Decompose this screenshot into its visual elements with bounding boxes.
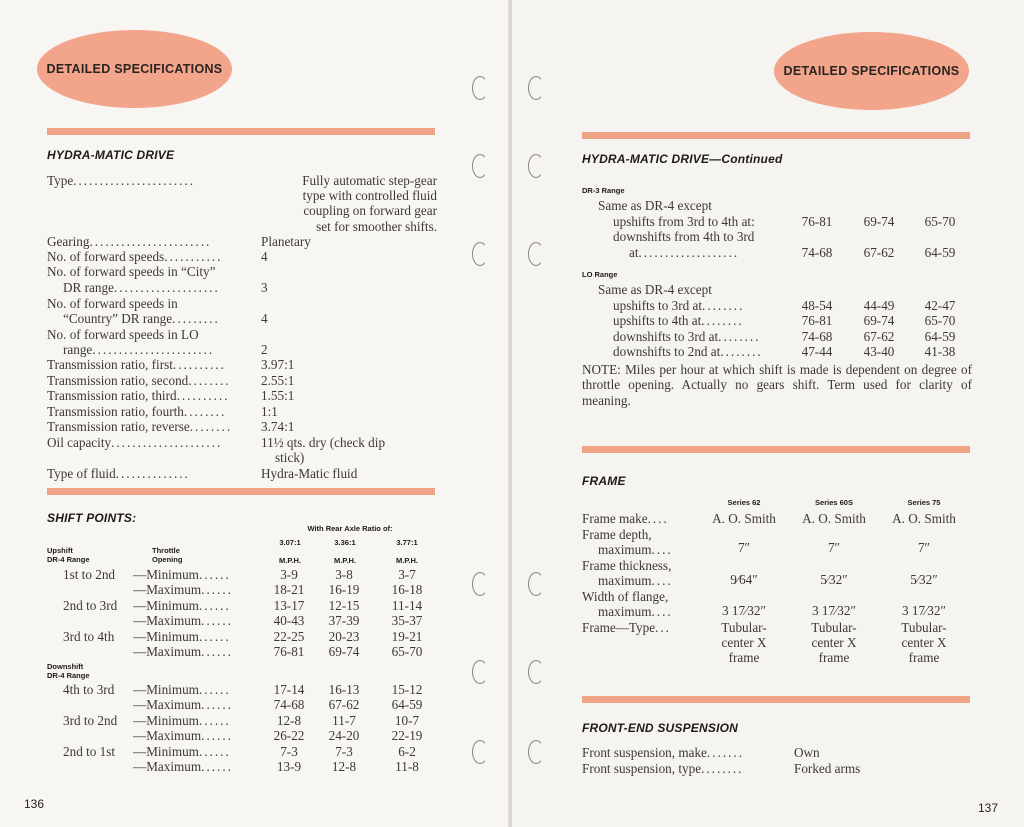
frame-type-value: Tubular- center X frame bbox=[901, 620, 947, 666]
shift-value: 17-14 bbox=[273, 682, 305, 697]
shift-mode-label: —Minimum...... bbox=[133, 567, 231, 582]
frame-type-value: Tubular- center X frame bbox=[721, 620, 767, 666]
type-label: Type....................... bbox=[47, 173, 196, 188]
shift-mode-label: —Minimum...... bbox=[133, 597, 231, 613]
dr3-down-label-2: at................... bbox=[629, 245, 740, 260]
lo-row-label: downshifts to 2nd at........ bbox=[613, 344, 763, 360]
shift-value: 3-9 bbox=[280, 567, 298, 582]
section-badge-right: DETAILED SPECIFICATIONS bbox=[774, 32, 969, 110]
left-page bbox=[0, 0, 510, 827]
divider-rule bbox=[47, 128, 435, 135]
shift-value: 22-19 bbox=[391, 728, 423, 744]
shift-value: 19-21 bbox=[391, 628, 423, 644]
shift-value: 20-23 bbox=[328, 628, 360, 644]
shift-value: 13-17 bbox=[273, 597, 305, 613]
shift-value: 7-3 bbox=[335, 743, 353, 759]
city-label-2: DR range.................... bbox=[63, 280, 220, 295]
shift-value: 74-68 bbox=[273, 697, 305, 713]
shift-value: 7-3 bbox=[280, 743, 298, 759]
shift-value: 65-70 bbox=[391, 644, 423, 659]
shift-value: 76-81 bbox=[273, 644, 305, 659]
shift-value: 13-9 bbox=[276, 759, 302, 774]
axle-ratio-header: With Rear Axle Ratio of: bbox=[307, 524, 393, 533]
frame-thickness-label: Frame thickness, bbox=[582, 558, 672, 573]
dr3-up-value: 65-70 bbox=[924, 214, 956, 229]
frame-depth-value: 7″ bbox=[737, 540, 751, 555]
city-value: 3 bbox=[261, 280, 268, 295]
ratio-header: 3.77:1 bbox=[396, 538, 418, 547]
country-value: 4 bbox=[261, 311, 268, 326]
ratio-fourth-value: 1:1 bbox=[261, 404, 278, 419]
shift-gear-label: 3rd to 4th bbox=[63, 628, 115, 644]
throttle-header: Throttle Opening bbox=[152, 546, 183, 564]
frame-thickness-value: 5⁄32″ bbox=[910, 572, 938, 587]
ratio-fourth-label: Transmission ratio, fourth........ bbox=[47, 404, 227, 419]
frame-title: FRAME bbox=[582, 474, 626, 488]
downshift-header: Downshift DR-4 Range bbox=[47, 662, 90, 680]
binder-hole bbox=[472, 76, 488, 100]
shift-value: 6-2 bbox=[398, 743, 416, 759]
binder-hole bbox=[472, 242, 488, 266]
dr3-same: Same as DR-4 except bbox=[598, 198, 712, 213]
shift-value: 37-39 bbox=[328, 613, 360, 629]
shift-value: 18-21 bbox=[273, 582, 305, 598]
dr3-down-label: downshifts from 4th to 3rd bbox=[613, 229, 755, 244]
ratio-header: 3.07:1 bbox=[279, 538, 301, 547]
shift-mode-label: —Maximum...... bbox=[133, 759, 233, 774]
dr3-up-value: 76-81 bbox=[801, 214, 833, 229]
upshift-header: Upshift DR-4 Range bbox=[47, 546, 90, 564]
lo-row-value: 76-81 bbox=[801, 313, 833, 329]
series-header: Series 62 bbox=[727, 498, 761, 507]
shift-value: 12-15 bbox=[328, 597, 360, 613]
ratio-third-value: 1.55:1 bbox=[261, 388, 295, 403]
shift-value: 67-62 bbox=[328, 697, 360, 713]
front-make-label: Front suspension, make....... bbox=[582, 745, 744, 760]
shift-value: 16-19 bbox=[328, 582, 360, 598]
section-badge-left: DETAILED SPECIFICATIONS bbox=[37, 30, 232, 108]
page-number-right: 137 bbox=[978, 801, 999, 815]
divider-rule bbox=[47, 488, 435, 495]
lo-row-value: 44-49 bbox=[863, 298, 895, 313]
ratio-reverse-value: 3.74:1 bbox=[261, 419, 295, 434]
shift-value: 3-7 bbox=[398, 567, 416, 582]
ratio-reverse-label: Transmission ratio, reverse........ bbox=[47, 419, 233, 434]
shift-note: NOTE: Miles per hour at which shift is made is dependent on degree of throttle opening. Actually no gears shift. Term used for clarity of meaning. bbox=[582, 362, 972, 408]
frame-make-value: A. O. Smith bbox=[802, 511, 866, 526]
shift-mode-label: —Maximum...... bbox=[133, 644, 233, 659]
shift-value: 26-22 bbox=[273, 728, 305, 744]
lo-row-label: upshifts to 4th at........ bbox=[613, 313, 744, 329]
shift-value: 24-20 bbox=[328, 728, 360, 744]
frame-depth-value: 7″ bbox=[917, 540, 931, 555]
flange-width-label-2: maximum.... bbox=[598, 604, 673, 619]
binder-hole bbox=[528, 154, 544, 178]
ratio-second-value: 2.55:1 bbox=[261, 373, 295, 388]
lo-row-value: 43-40 bbox=[863, 344, 895, 360]
forward-speeds-value: 4 bbox=[261, 249, 268, 264]
lo-range-header: LO Range bbox=[582, 270, 618, 279]
flange-width-label: Width of flange, bbox=[582, 589, 669, 604]
ratio-first-label: Transmission ratio, first.......... bbox=[47, 357, 226, 372]
lo-row-label: upshifts to 3rd at........ bbox=[613, 298, 745, 313]
shift-value: 12-8 bbox=[331, 759, 357, 774]
right-page bbox=[512, 0, 1024, 827]
binder-hole bbox=[528, 76, 544, 100]
shift-value: 16-18 bbox=[391, 582, 423, 598]
front-type-value: Forked arms bbox=[794, 761, 861, 776]
shift-value: 22-25 bbox=[273, 628, 305, 644]
shift-gear-label: 2nd to 3rd bbox=[63, 597, 118, 613]
shift-mode-label: —Minimum...... bbox=[133, 743, 231, 759]
lo-row-value: 64-59 bbox=[924, 328, 956, 344]
fluid-type-value: Hydra-Matic fluid bbox=[261, 466, 358, 481]
hydra-continued-title: HYDRA-MATIC DRIVE—Continued bbox=[582, 152, 783, 166]
lo-row-value: 74-68 bbox=[801, 328, 833, 344]
frame-depth-label: Frame depth, bbox=[582, 527, 652, 542]
shift-gear-label: 2nd to 1st bbox=[63, 743, 116, 759]
flange-width-value: 3 17⁄32″ bbox=[902, 603, 946, 618]
binder-hole bbox=[472, 572, 488, 596]
shift-value: 11-14 bbox=[391, 597, 423, 613]
city-label: No. of forward speeds in “City” bbox=[47, 264, 216, 279]
lo-value: 2 bbox=[261, 342, 268, 357]
frame-make-label: Frame make.... bbox=[582, 511, 669, 526]
hydra-matic-title: HYDRA-MATIC DRIVE bbox=[47, 148, 175, 162]
front-make-value: Own bbox=[794, 745, 820, 760]
ratio-header: 3.36:1 bbox=[334, 538, 356, 547]
series-header: Series 75 bbox=[907, 498, 941, 507]
shift-value: 11-7 bbox=[332, 712, 356, 728]
oil-capacity-value: 11½ qts. dry (check dip stick) bbox=[261, 435, 386, 466]
frame-thickness-value: 5⁄32″ bbox=[820, 572, 848, 587]
flange-width-value: 3 17⁄32″ bbox=[812, 603, 856, 618]
oil-capacity-label: Oil capacity..................... bbox=[47, 435, 223, 450]
frame-thickness-value: 9⁄64″ bbox=[730, 572, 758, 587]
flange-width-value: 3 17⁄32″ bbox=[722, 603, 766, 618]
series-header: Series 60S bbox=[815, 498, 853, 507]
mph-header: M.P.H. bbox=[334, 556, 356, 565]
front-type-label: Front suspension, type........ bbox=[582, 761, 744, 776]
binder-hole bbox=[528, 740, 544, 764]
binder-hole bbox=[472, 740, 488, 764]
shift-mode-label: —Maximum...... bbox=[133, 728, 233, 744]
lo-row-value: 42-47 bbox=[924, 298, 956, 313]
binder-hole bbox=[472, 660, 488, 684]
page-number-left: 136 bbox=[24, 797, 45, 811]
dr3-header: DR-3 Range bbox=[582, 186, 625, 195]
lo-row-value: 67-62 bbox=[863, 328, 895, 344]
mph-header: M.P.H. bbox=[279, 556, 301, 565]
frame-type-label: Frame—Type... bbox=[582, 620, 671, 635]
shift-mode-label: —Maximum...... bbox=[133, 697, 233, 713]
fluid-type-label: Type of fluid.............. bbox=[47, 466, 190, 481]
dr3-down-value: 74-68 bbox=[801, 245, 833, 260]
ratio-second-label: Transmission ratio, second........ bbox=[47, 373, 231, 388]
lo-row-label: downshifts to 3rd at........ bbox=[613, 328, 761, 344]
gearing-label: Gearing....................... bbox=[47, 234, 212, 249]
ratio-third-label: Transmission ratio, third.......... bbox=[47, 388, 230, 403]
shift-value: 11-8 bbox=[395, 759, 419, 774]
lo-row-value: 48-54 bbox=[801, 298, 833, 313]
shift-value: 40-43 bbox=[273, 613, 305, 629]
lo-row-value: 41-38 bbox=[924, 344, 956, 360]
lo-same: Same as DR-4 except bbox=[598, 282, 712, 297]
frame-type-value: Tubular- center X frame bbox=[811, 620, 857, 666]
country-label: No. of forward speeds in bbox=[47, 296, 178, 311]
frame-make-value: A. O. Smith bbox=[892, 511, 956, 526]
shift-mode-label: —Minimum...... bbox=[133, 712, 231, 728]
binder-hole bbox=[528, 660, 544, 684]
lo-label: No. of forward speeds in LO bbox=[47, 327, 199, 342]
shift-value: 16-13 bbox=[328, 682, 360, 697]
binder-hole bbox=[472, 154, 488, 178]
shift-gear-label: 1st to 2nd bbox=[63, 567, 116, 582]
dr3-up-label: upshifts from 3rd to 4th at: bbox=[613, 214, 755, 229]
gearing-value: Planetary bbox=[261, 234, 311, 249]
shift-gear-label: 4th to 3rd bbox=[63, 682, 115, 697]
forward-speeds-label: No. of forward speeds........... bbox=[47, 249, 223, 264]
shift-points-title: SHIFT POINTS: bbox=[47, 511, 137, 525]
shift-mode-label: —Minimum...... bbox=[133, 628, 231, 644]
ratio-first-value: 3.97:1 bbox=[261, 357, 295, 372]
lo-row-value: 69-74 bbox=[863, 313, 895, 329]
frame-depth-label-2: maximum.... bbox=[598, 542, 673, 557]
dr3-down-value: 64-59 bbox=[924, 245, 956, 260]
front-suspension-title: FRONT-END SUSPENSION bbox=[582, 721, 739, 735]
shift-value: 3-8 bbox=[335, 567, 353, 582]
dr3-up-value: 69-74 bbox=[863, 214, 895, 229]
divider-rule bbox=[582, 696, 970, 703]
shift-value: 10-7 bbox=[394, 712, 420, 728]
lo-label-2: range....................... bbox=[63, 342, 215, 357]
mph-header: M.P.H. bbox=[396, 556, 418, 565]
lo-row-value: 47-44 bbox=[801, 344, 833, 360]
country-label-2: “Country” DR range......... bbox=[63, 311, 220, 326]
lo-row-value: 65-70 bbox=[924, 313, 956, 329]
binder-hole bbox=[528, 242, 544, 266]
shift-value: 12-8 bbox=[276, 712, 302, 728]
shift-mode-label: —Minimum...... bbox=[133, 682, 231, 697]
shift-mode-label: —Maximum...... bbox=[133, 613, 233, 629]
shift-value: 64-59 bbox=[391, 697, 423, 713]
dr3-down-value: 67-62 bbox=[863, 245, 895, 260]
divider-rule bbox=[582, 446, 970, 453]
shift-value: 35-37 bbox=[391, 613, 423, 629]
type-value: Fully automatic step-gear type with controlled fluid coupling on forward gear set for smoother shifts. bbox=[302, 173, 437, 234]
shift-gear-label: 3rd to 2nd bbox=[63, 712, 118, 728]
divider-rule bbox=[582, 132, 970, 139]
frame-make-value: A. O. Smith bbox=[712, 511, 776, 526]
frame-thickness-label-2: maximum.... bbox=[598, 573, 673, 588]
shift-value: 15-12 bbox=[391, 682, 423, 697]
frame-depth-value: 7″ bbox=[827, 540, 841, 555]
binder-hole bbox=[528, 572, 544, 596]
shift-value: 69-74 bbox=[328, 644, 360, 659]
shift-mode-label: —Maximum...... bbox=[133, 582, 233, 598]
